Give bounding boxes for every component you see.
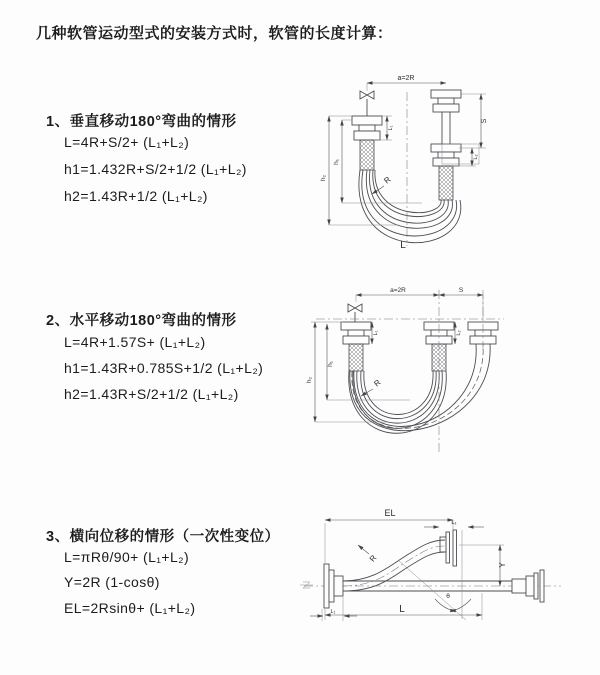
dim-label-el: EL [384, 508, 396, 518]
section-3-heading: 3、横向位移的情形（一次性变位） [46, 529, 280, 545]
hose-s-curve [343, 540, 445, 591]
hose-u-bend-position-a [349, 371, 446, 433]
right-flange [512, 570, 544, 602]
formula-line: EL=2Rsinθ+ (L₁+L₂) [64, 600, 196, 616]
dim-label-l1: L₁ [373, 330, 379, 336]
diagram-horizontal-180-bend [298, 282, 590, 477]
radius-label: R [372, 377, 383, 389]
radius-label: R [367, 553, 379, 564]
right-fitting-assembly [431, 90, 479, 200]
dim-label-a2r: a=2R [390, 287, 406, 294]
dim-label-l1: L₁ [388, 125, 394, 131]
left-fitting [352, 116, 382, 170]
theta-label: θ [446, 593, 450, 600]
valve-symbol [348, 304, 362, 312]
braided-hose-section [349, 344, 363, 371]
theta-arc [450, 599, 471, 611]
dim-label-h2: h₂ [320, 174, 327, 182]
length-label: L [400, 240, 406, 251]
dim-label-h1: h₁ [333, 159, 340, 165]
braided-hose-section [360, 140, 374, 170]
left-flange [324, 564, 343, 608]
dim-label-l2: L₂ [456, 330, 462, 336]
hose-u-bend-position-b [350, 344, 490, 431]
dim-label-a2r: a=2R [397, 75, 415, 82]
dim-label-h1: h₁ [327, 361, 334, 367]
radius-label: R [382, 174, 393, 186]
left-fitting [341, 322, 371, 371]
diagram-lateral-displacement [298, 503, 600, 653]
dim-label-h2: h₂ [306, 376, 313, 384]
dim-label-l1-top: L₁ [451, 520, 457, 526]
dim-label-y: Y [498, 562, 507, 568]
valve-symbol [360, 91, 374, 99]
dim-label-l1-bottom: L₁ [330, 609, 336, 615]
page-title: 几种软管运动型式的安装方式时，软管的长度计算： [36, 25, 393, 42]
section-1-heading: 1、垂直移动180°弯曲的情形 [46, 114, 237, 130]
length-label: L [399, 604, 405, 615]
formula-line: h2=1.43R+1/2 (L₁+L₂) [64, 188, 208, 204]
section-2-heading: 2、水平移动180°弯曲的情形 [46, 313, 237, 329]
formula-line: L=4R+S/2+ (L₁+L₂) [64, 134, 190, 150]
formula-line: h1=1.43R+0.785S+1/2 (L₁+L₂) [64, 360, 264, 376]
dim-label-l2: L₂ [473, 154, 479, 160]
formula-line: L=πRθ/90+ (L₁+L₂) [64, 549, 190, 565]
upper-flange [440, 530, 457, 566]
dim-label-s: S [458, 287, 464, 294]
centerline-mark [300, 582, 313, 588]
braided-hose-section [439, 166, 453, 200]
radius-leader [358, 545, 369, 554]
formula-line: h2=1.43R+S/2+1/2 (L₁+L₂) [64, 386, 239, 402]
diagram-vertical-180-bend [302, 70, 572, 262]
formula-line: Y=2R (1-cosθ) [64, 574, 160, 590]
formula-line: h1=1.432R+S/2+1/2 (L₁+L₂) [64, 161, 247, 177]
dim-label-s: S [481, 118, 488, 124]
theta-arc [435, 599, 456, 611]
formula-line: L=4R+1.57S+ (L₁+L₂) [64, 334, 206, 350]
